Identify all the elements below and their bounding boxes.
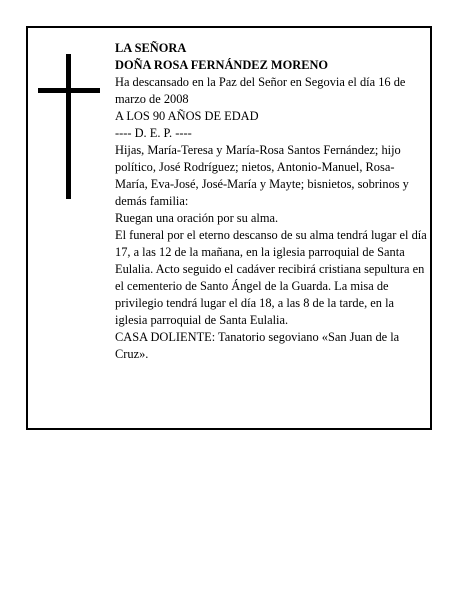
family-list: Hijas, María-Teresa y María-Rosa Santos Fernández; hijo político, José Rodríguez; nietos, Antonio-Manuel, Rosa-María, Eva-José, José-María y Mayte; bisnietos, sobrinos y demás familia: (115, 143, 409, 208)
cross-vertical-bar (66, 54, 71, 199)
obituary-notice (26, 26, 432, 430)
cross-icon (38, 54, 100, 199)
cross-horizontal-bar (38, 88, 100, 93)
notice-text (115, 40, 427, 363)
rip-line: ---- D. E. P. ---- (115, 126, 192, 140)
prayer-request: Ruegan una oración por su alma. (115, 211, 279, 225)
death-notice: Ha descansado en la Paz del Señor en Segovia el día 16 de marzo de 2008 (115, 75, 406, 106)
casa-doliente: CASA DOLIENTE: Tanatorio segoviano «San Juan de la Cruz». (115, 330, 400, 361)
title-line-1: LA SEÑORA (115, 41, 187, 55)
funeral-info: El funeral por el eterno descanso de su alma tendrá lugar el día 17, a las 12 de la mañana, en la iglesia parroquial de Santa Eulalia. Acto seguido el cadáver recibirá cristiana sepultura en el cementerio de Santo Ángel de la Guarda. La misa de privilegio tendrá lugar el día 18, a las 8 de la tarde, en la iglesia parroquial de Santa Eulalia. (115, 228, 427, 327)
deceased-name: DOÑA ROSA FERNÁNDEZ MORENO (115, 58, 329, 72)
age-line: A LOS 90 AÑOS DE EDAD (115, 109, 259, 123)
